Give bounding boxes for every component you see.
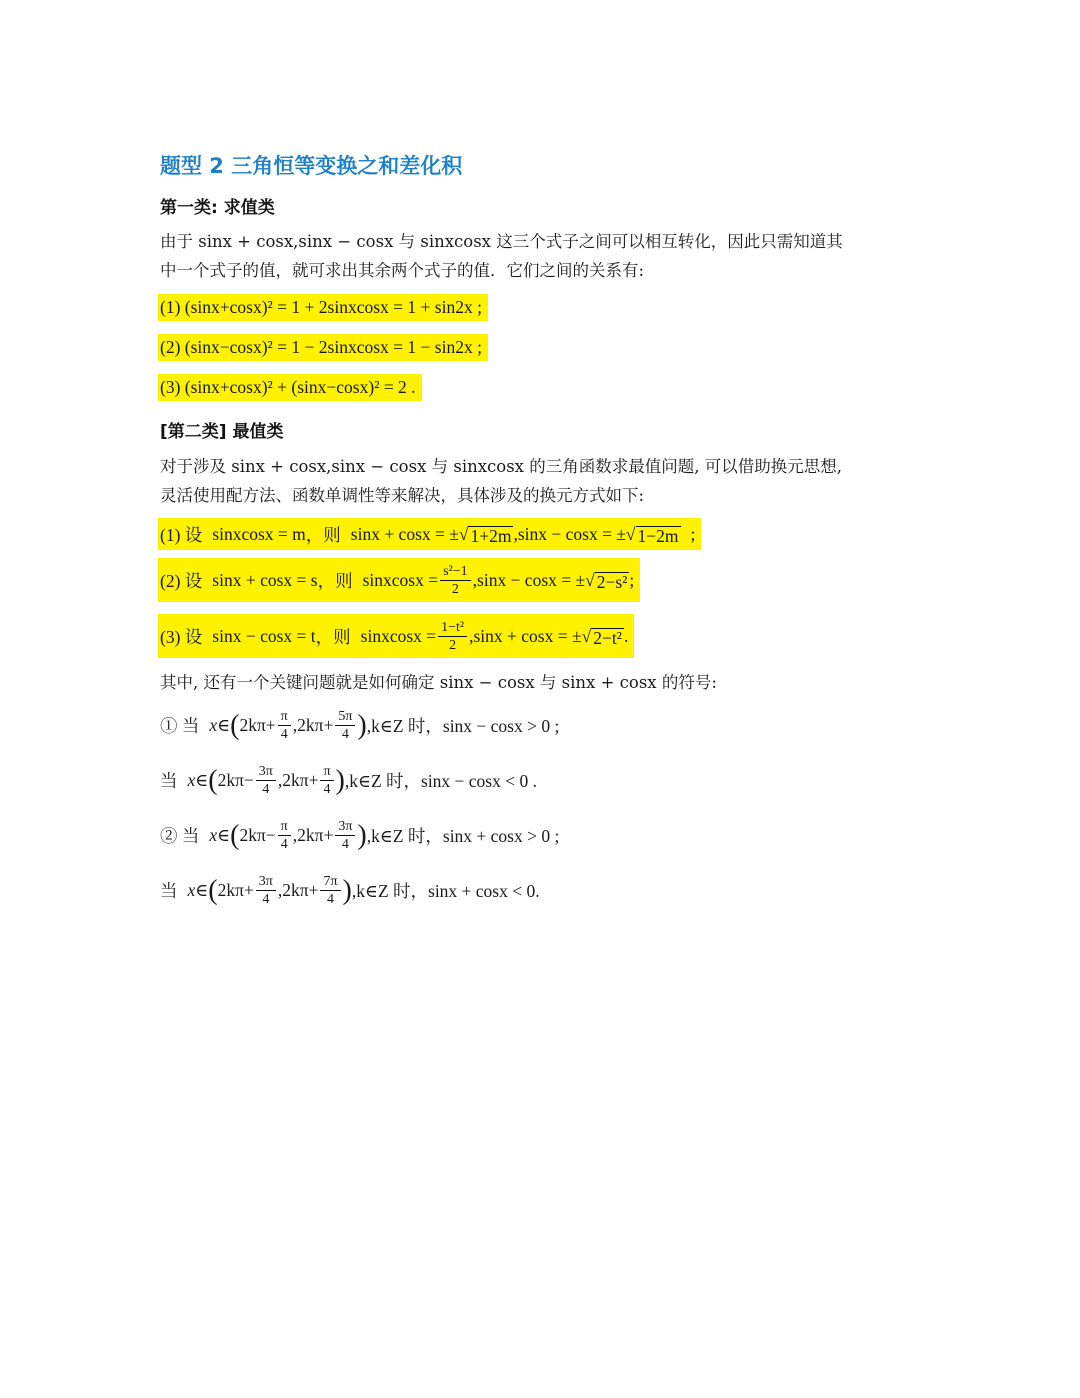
sub2-end: ; [629, 569, 635, 590]
line3-b: ,2kπ+ [292, 825, 334, 845]
line1-frac-a [278, 708, 291, 743]
sqrt-sign: √ 1−2m [625, 523, 679, 546]
line2-frac-a [256, 763, 276, 798]
line2-b: ,2kπ+ [277, 770, 319, 790]
line3-frac-a [278, 818, 291, 853]
line4-frac-b [320, 873, 340, 908]
line1-frac-b [335, 708, 355, 743]
section1-heading: 第一类: 求值类 [160, 198, 275, 218]
line4-prefix: 当 [160, 881, 178, 901]
sub2-condition: sinx + cosx = s [212, 569, 318, 590]
sub1-condition: sinxcosx = m [212, 523, 306, 544]
line3-tail: ,k∈Z 时，sinx + cosx > 0 ; [366, 826, 560, 846]
sub2-denominator: 2 [451, 581, 459, 597]
sub2-numerator: s²−1 [440, 563, 471, 581]
frac-den: 4 [323, 782, 331, 797]
sub1-r1: sinx + cosx = ± [350, 523, 459, 544]
section2-heading: [第二类] 最值类 [160, 422, 284, 442]
line4-tail: ,k∈Z 时，sinx + cosx < 0. [351, 881, 540, 901]
sign-line-1 [160, 708, 559, 743]
right-paren: ) [335, 764, 345, 796]
line3-a: 2kπ− [239, 825, 276, 845]
sub2-fraction [440, 563, 471, 598]
formula-1 [158, 294, 488, 321]
left-paren: ( [230, 709, 240, 741]
right-paren: ) [357, 709, 367, 741]
line1-b: ,2kπ+ [292, 715, 334, 735]
sub3-numerator: 1−t² [438, 619, 467, 637]
frac-den: 4 [262, 892, 270, 907]
sub2-then: ，则 [317, 570, 353, 591]
sub1-label: (1) 设 [160, 524, 203, 545]
sub3-radicand: 2−t² [593, 627, 622, 648]
sub3-denominator: 2 [449, 637, 457, 653]
frac-den: 4 [326, 892, 334, 907]
section1-intro-line2: 中一个式子的值，就可求出其余两个式子的值．它们之间的关系有: [160, 261, 645, 280]
sub3-condition: sinx − cosx = t [212, 625, 316, 646]
formula-3 [158, 374, 422, 401]
sub3-r: ,sinx + cosx = ± [469, 625, 582, 646]
left-paren: ( [230, 819, 240, 851]
sub3-then: ，则 [315, 626, 351, 647]
section3-intro: 其中, 还有一个关键问题就是如何确定 sinx − cosx 与 sinx + cosx 的符号: [160, 673, 717, 692]
frac-num: 3π [256, 763, 276, 781]
frac-num: π [278, 708, 291, 726]
frac-den: 4 [262, 782, 270, 797]
formula-2 [158, 334, 488, 361]
line4-frac-a [256, 873, 276, 908]
sub1-r2-radicand: 1−2m [637, 525, 679, 546]
sub2-r: ,sinx − cosx = ± [472, 569, 586, 590]
substitution-2 [158, 558, 640, 602]
line4-b: ,2kπ+ [277, 880, 319, 900]
sub1-end: ; [690, 523, 696, 544]
line1-prefix: ① 当 [160, 716, 200, 736]
substitution-3 [158, 614, 634, 658]
formula-3-text: (3) (sinx+cosx)² + (sinx−cosx)² = 2 . [158, 374, 422, 401]
frac-num: 3π [256, 873, 276, 891]
frac-num: 3π [335, 818, 355, 836]
section2-intro-line2: 灵活使用配方法、函数单调性等来解决，具体涉及的换元方式如下: [160, 486, 645, 505]
sub3-end: . [623, 625, 629, 646]
substitution-1 [158, 518, 701, 550]
sqrt-sign: √ 2−t² [581, 625, 622, 648]
sqrt-sign: √ 2−s² [585, 569, 628, 592]
line1-tail: ,k∈Z 时，sinx − cosx > 0 ; [366, 716, 560, 736]
frac-num: 5π [335, 708, 355, 726]
x-in: x∈ [187, 880, 209, 900]
sub3-fraction [438, 619, 467, 654]
right-paren: ) [342, 874, 352, 906]
page-title: 题型 2 三角恒等变换之和差化积 [160, 154, 463, 178]
line2-frac-b [320, 763, 333, 798]
formula-2-text: (2) (sinx−cosx)² = 1 − 2sinxcosx = 1 − sin2x ; [158, 334, 488, 361]
section2-intro-line1: 对于涉及 sinx + cosx,sinx − cosx 与 sinxcosx 的三角函数求最值问题, 可以借助换元思想, [160, 457, 842, 476]
sub2-lhs: sinxcosx = [362, 569, 439, 590]
line3-frac-b [335, 818, 355, 853]
sub3-lhs: sinxcosx = [360, 625, 437, 646]
right-paren: ) [357, 819, 367, 851]
sub1-then: ，则 [305, 524, 341, 545]
frac-den: 4 [341, 727, 349, 742]
sign-line-2 [160, 763, 537, 798]
formula-1-text: (1) (sinx+cosx)² = 1 + 2sinxcosx = 1 + sin2x ; [158, 294, 488, 321]
x-in: x∈ [209, 715, 231, 735]
sub2-radicand: 2−s² [596, 571, 628, 592]
line3-prefix: ② 当 [160, 826, 200, 846]
sqrt-sign: √ 1+2m [458, 523, 512, 546]
sub3-label: (3) 设 [160, 626, 203, 647]
line2-prefix: 当 [160, 771, 178, 791]
sign-line-3 [160, 818, 559, 853]
sub1-r2: ,sinx − cosx = ± [513, 523, 626, 544]
line2-tail: ,k∈Z 时，sinx − cosx < 0 . [344, 771, 537, 791]
frac-num: π [278, 818, 291, 836]
sub1-r1-radicand: 1+2m [470, 525, 512, 546]
frac-den: 4 [341, 837, 349, 852]
frac-num: 7π [320, 873, 340, 891]
line4-a: 2kπ+ [217, 880, 254, 900]
x-in: x∈ [209, 825, 231, 845]
frac-den: 4 [280, 727, 288, 742]
sub2-label: (2) 设 [160, 570, 203, 591]
section1-intro-line1: 由于 sinx + cosx,sinx − cosx 与 sinxcosx 这三个式子之间可以相互转化，因此只需知道其 [160, 232, 843, 251]
x-in: x∈ [187, 770, 209, 790]
sign-line-4 [160, 873, 540, 908]
frac-den: 4 [280, 837, 288, 852]
line2-a: 2kπ− [217, 770, 254, 790]
left-paren: ( [208, 874, 218, 906]
frac-num: π [320, 763, 333, 781]
left-paren: ( [208, 764, 218, 796]
line1-a: 2kπ+ [239, 715, 276, 735]
